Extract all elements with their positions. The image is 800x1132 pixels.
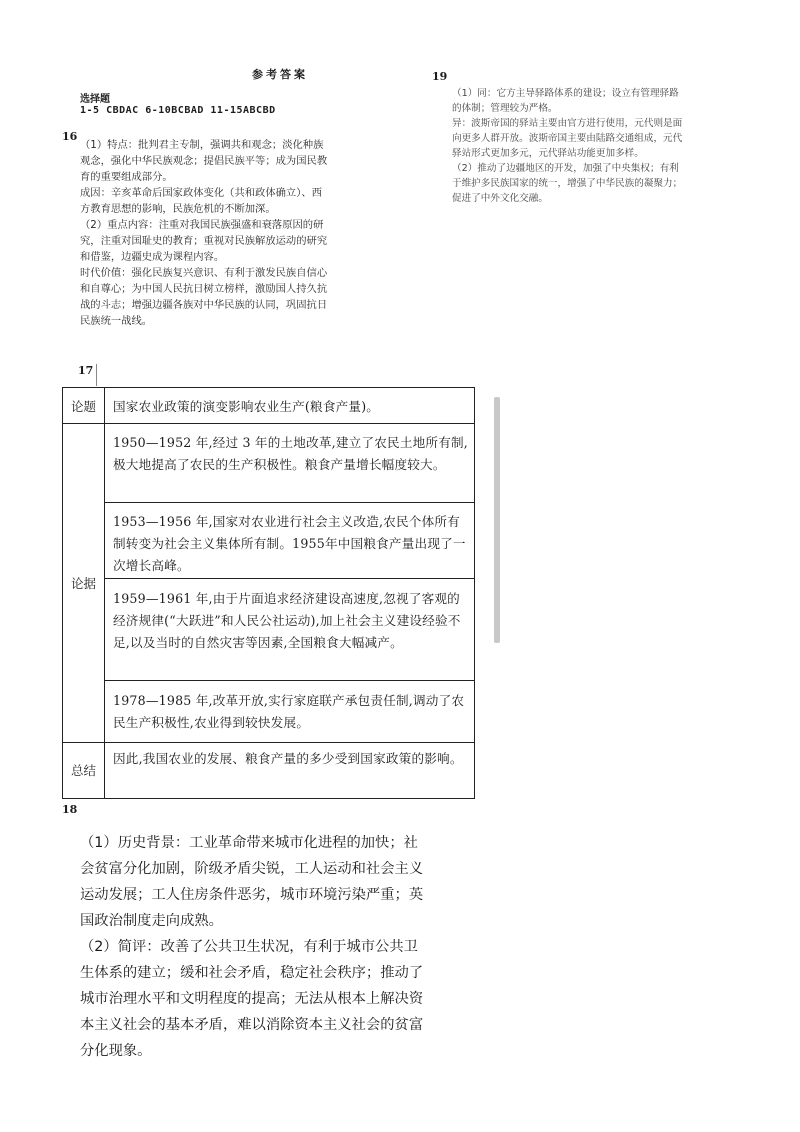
q16-line: 成因：辛亥革命后国家政体变化（共和政体确立）、西 bbox=[80, 187, 322, 199]
choice-section-label: 选择题 bbox=[80, 94, 110, 105]
evidence-item: 1950—1952 年,经过 3 年的土地改革,建立了农民土地所有制,极大地提高了农民的生产积极性。粮食产量增长幅度较大。 bbox=[113, 435, 469, 472]
q19-line: 驿站形式更加多元，元代驿站功能更加多样。 bbox=[452, 148, 644, 159]
evidence-item: 1978—1985 年,改革开放,实行家庭联产承包责任制,调动了农民生产积极性,农业得到较快发展。 bbox=[113, 693, 465, 730]
summary-text: 因此,我国农业的发展、粮食产量的多少受到国家政策的影响。 bbox=[113, 751, 463, 766]
scrollbar[interactable] bbox=[494, 397, 500, 643]
row-divider bbox=[63, 742, 474, 743]
summary-label: 总结 bbox=[70, 763, 96, 778]
evidence-item: 1959—1961 年,由于片面追求经济建设高速度,忽视了客观的经济规律(“大跃进”和人民公社运动),加上社会主义建设经验不足,以及当时的自然灾害等因素,全国粮食大幅减产。 bbox=[113, 591, 461, 650]
q19-line: 向更多人群开放。波斯帝国主要由陆路交通组成，元代 bbox=[452, 133, 683, 144]
question-18-answer bbox=[80, 830, 530, 1064]
q19-line: 异：波斯帝国的驿站主要由官方进行使用，元代则是面 bbox=[452, 118, 683, 129]
q19-line: 于维护多民族国家的统一，增强了中华民族的凝聚力； bbox=[452, 178, 683, 189]
q19-line: （1）同：它方主导驿路体系的建设；设立有管理驿路 bbox=[452, 88, 679, 99]
question-19-number: 19 bbox=[432, 70, 448, 83]
evidence-item: 1953—1956 年,国家对农业进行社会主义改造,农民个体所有制转变为社会主义集体所有制。1955年中国粮食产量出现了一次增长高峰。 bbox=[113, 514, 466, 573]
q16-line: 育的重要组成部分。 bbox=[80, 171, 173, 183]
q17-answer-table bbox=[62, 387, 475, 799]
q19-line: 的体制；管理较为严格。 bbox=[452, 103, 558, 114]
q18-line: 会贫富分化加剧，阶级矛盾尖锐，工人运动和社会主义 bbox=[80, 861, 424, 877]
question-17-number: 17 bbox=[78, 364, 94, 377]
row-divider bbox=[63, 423, 474, 424]
q18-line: 生体系的建立；缓和社会矛盾，稳定社会秩序；推动了 bbox=[80, 965, 424, 981]
q16-line: 方教育思想的影响，民族危机的不断加深。 bbox=[80, 203, 276, 215]
row-divider bbox=[104, 502, 474, 503]
q16-line: 和借鉴，边疆史成为课程内容。 bbox=[80, 251, 225, 263]
q16-line: 时代价值：强化民族复兴意识、有利于激发民族自信心 bbox=[80, 267, 328, 279]
q16-line: 观念，强化中华民族观念；提倡民族平等；成为国民教 bbox=[80, 155, 328, 167]
q16-line: 和自尊心；为中国人民抗日树立榜样，激励国人持久抗 bbox=[80, 283, 328, 295]
q18-line: 分化现象。 bbox=[80, 1043, 152, 1059]
q16-line: 战的斗志；增强边疆各族对中华民族的认同，巩固抗日 bbox=[80, 299, 328, 311]
page-title: 参考答案 bbox=[252, 68, 308, 81]
question-19-answer bbox=[452, 86, 772, 206]
q16-line: （2）重点内容：注重对我国民族强盛和衰落原因的研 bbox=[80, 219, 324, 231]
thesis-label: 论题 bbox=[70, 399, 96, 414]
question-16-number: 16 bbox=[62, 130, 78, 143]
q19-line: 促进了中外文化交融。 bbox=[452, 193, 548, 204]
q18-line: 城市治理水平和文明程度的提高；无法从根本上解决资 bbox=[80, 991, 424, 1007]
q19-line: （2）推动了边疆地区的开发，加强了中央集权；有利 bbox=[452, 163, 679, 174]
q18-line: 本主义社会的基本矛盾，难以消除资本主义社会的贫富 bbox=[80, 1017, 424, 1033]
q18-line: （2）简评：改善了公共卫生状况，有利于城市公共卫 bbox=[80, 939, 418, 955]
thesis-text: 国家农业政策的演变影响农业生产(粮食产量)。 bbox=[113, 399, 380, 414]
q18-line: （1）历史背景：工业革命带来城市化进程的加快；社 bbox=[80, 835, 418, 851]
q16-line: （1）特点：批判君主专制，强调共和观念；淡化种族 bbox=[80, 139, 324, 151]
evidence-label: 论据 bbox=[70, 576, 96, 591]
row-divider bbox=[104, 578, 474, 579]
q18-line: 运动发展；工人住房条件恶劣，城市环境污染严重；英 bbox=[80, 887, 424, 903]
question-18-number: 18 bbox=[62, 803, 78, 816]
question-16-answer bbox=[80, 137, 440, 329]
q16-line: 民族统一战线。 bbox=[80, 315, 153, 327]
row-divider bbox=[104, 680, 474, 681]
table-column-divider bbox=[104, 388, 105, 798]
q16-line: 究，注重对国耻史的教育；重视对民族解放运动的研究 bbox=[80, 235, 328, 247]
q18-line: 国政治制度走向成熟。 bbox=[80, 913, 223, 929]
divider bbox=[96, 364, 98, 386]
choice-answers: 1-5 CBDAC 6-10BCBAD 11-15ABCBD bbox=[80, 105, 276, 116]
